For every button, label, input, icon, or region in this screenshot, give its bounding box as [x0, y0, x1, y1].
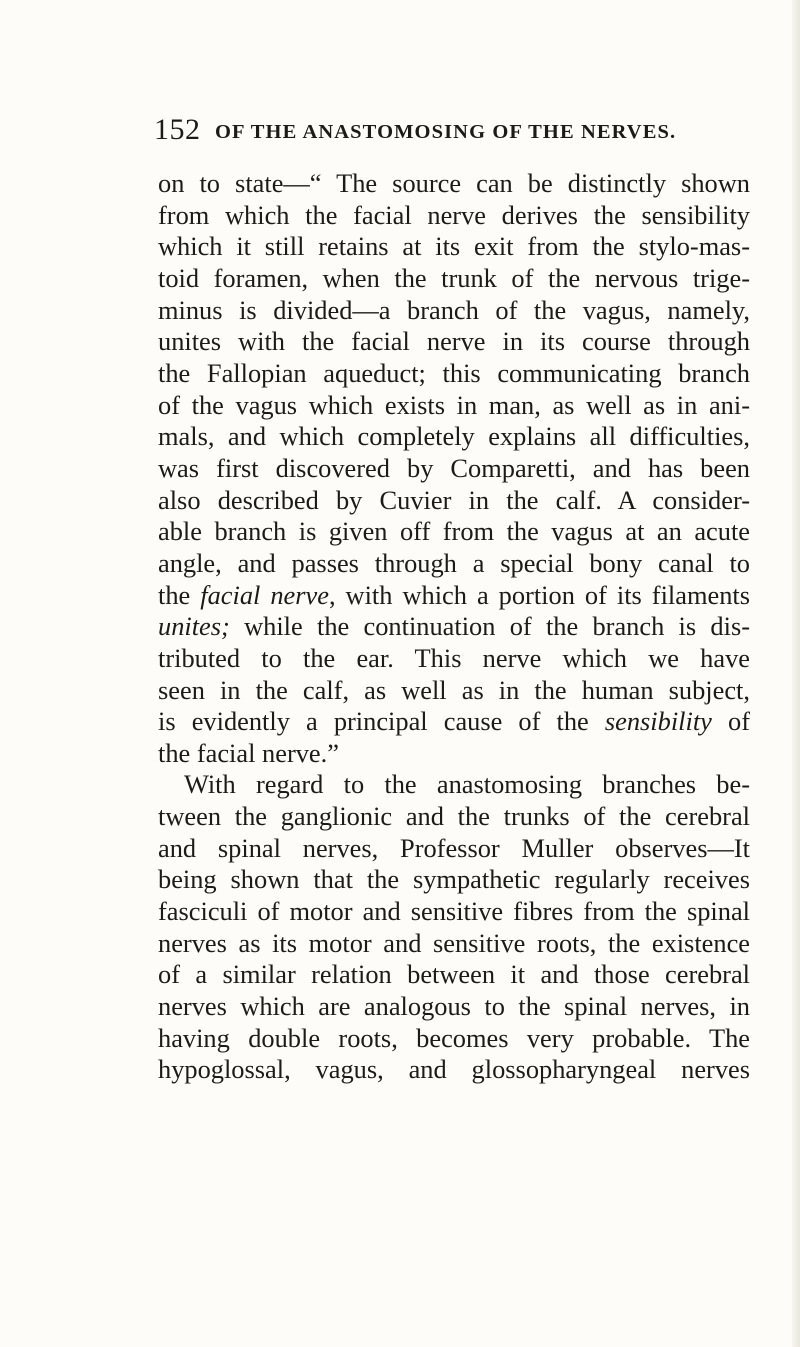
text-line [158, 263, 750, 295]
text-segment: the [158, 579, 201, 610]
text-segment: minus is divided—a branch of the vagus, namely, [158, 294, 750, 325]
running-title: OF THE ANASTOMOSING OF THE NERVES. [215, 121, 677, 143]
text-segment: from which the facial nerve derives the sensibility [158, 199, 750, 230]
text-line [158, 928, 750, 960]
text-segment: able branch is given off from the vagus at an acute [158, 516, 750, 547]
text-segment: tributed to the ear. This nerve which we have [158, 642, 750, 673]
text-line [158, 896, 750, 928]
text-line [158, 516, 750, 548]
text-segment: on to state—“ The source can be distinctly shown [158, 168, 750, 198]
text-segment: fasciculi of motor and sensitive fibres from the spinal [158, 896, 750, 927]
running-head [154, 112, 754, 152]
text-line [158, 453, 750, 485]
text-segment: , with which a portion of its filaments [328, 579, 751, 610]
text-segment: seen in the calf, as well as in the human subject, [158, 674, 750, 705]
text-segment: unites with the facial nerve in its course through [158, 326, 750, 357]
italic-text-segment: sensibility [604, 706, 712, 737]
text-line [158, 580, 750, 612]
text-segment: mals, and which completely explains all difficulties, [158, 421, 750, 452]
text-segment: also described by Cuvier in the calf. A consider- [158, 484, 750, 515]
page-edge-shadow [792, 0, 800, 1347]
text-line [158, 326, 750, 358]
text-segment: the facial nerve.” [158, 737, 339, 768]
text-segment: toid foramen, when the trunk of the nervous trige- [158, 262, 750, 293]
text-line [158, 548, 750, 580]
text-line [158, 200, 750, 232]
text-line [158, 991, 750, 1023]
text-line [158, 168, 750, 200]
text-line [158, 358, 750, 390]
text-segment: which it still retains at its exit from the stylo-mas- [158, 231, 750, 262]
text-segment: having double roots, becomes very probable. The [158, 1022, 750, 1053]
text-segment: nerves which are analogous to the spinal nerves, in [158, 991, 750, 1022]
text-segment: hypoglossal, vagus, and glossopharyngeal nerves [158, 1054, 750, 1085]
text-segment: being shown that the sympathetic regularly receives [158, 864, 750, 895]
text-segment: while the continuation of the branch is dis- [229, 611, 750, 642]
text-segment: and spinal nerves, Professor Muller observes—It [158, 832, 750, 863]
text-line [158, 864, 750, 896]
page-number: 152 [154, 113, 201, 146]
text-segment: of a similar relation between it and those cerebral [158, 959, 750, 990]
text-line [158, 1054, 750, 1086]
text-segment: of the vagus which exists in man, as well as in ani- [158, 389, 750, 420]
text-segment: With regard to the anastomosing branches be- [184, 769, 750, 800]
text-line [158, 295, 750, 327]
text-line [158, 833, 750, 865]
text-segment: nerves as its motor and sensitive roots, the existence [158, 927, 750, 958]
text-segment: of [711, 706, 750, 737]
text-line-paragraph-start [158, 769, 750, 801]
text-line [158, 675, 750, 707]
text-segment: is evidently a principal cause of the [158, 706, 605, 737]
body-text [158, 168, 750, 1086]
text-line [158, 1023, 750, 1055]
text-segment: tween the ganglionic and the trunks of the cerebral [158, 801, 750, 832]
italic-text-segment: unites; [158, 611, 230, 642]
text-line [158, 390, 750, 422]
text-line [158, 643, 750, 675]
italic-text-segment: facial nerve [200, 579, 329, 610]
text-segment: was first discovered by Comparetti, and has been [158, 452, 750, 483]
text-line [158, 485, 750, 517]
text-line [158, 231, 750, 263]
text-line [158, 706, 750, 738]
text-line [158, 801, 750, 833]
text-segment: the Fallopian aqueduct; this communicating branch [158, 357, 750, 388]
text-segment: angle, and passes through a special bony canal to [158, 547, 750, 578]
text-line [158, 611, 750, 643]
text-line-paragraph-end [158, 738, 750, 770]
text-line [158, 959, 750, 991]
text-line [158, 421, 750, 453]
